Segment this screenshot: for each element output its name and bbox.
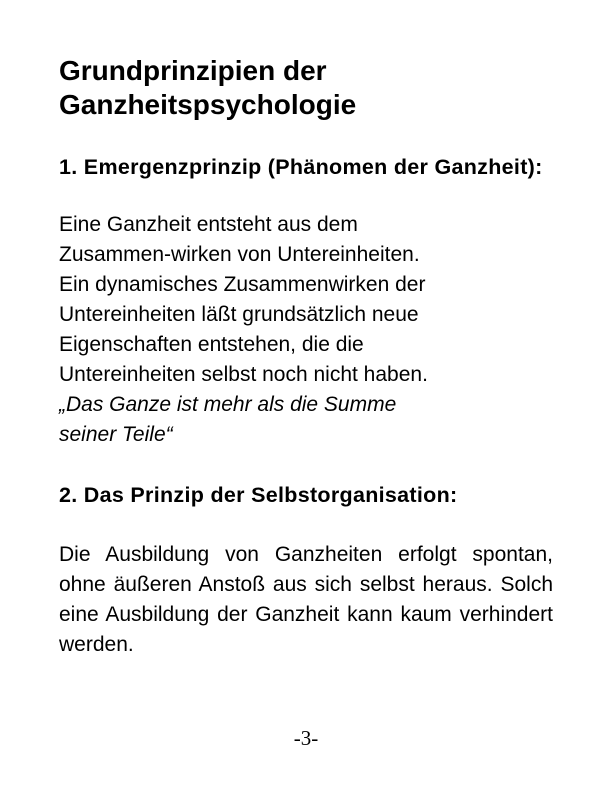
text-line: Zusammen-wirken von Untereinheiten. <box>59 243 420 266</box>
text-line: Eigenschaften entstehen, die die <box>59 333 364 356</box>
quote-line: seiner Teile“ <box>59 423 173 446</box>
text-line: Ein dynamisches Zusammenwirken der <box>59 273 426 296</box>
title-line-1: Grundprinzipien der <box>59 55 327 86</box>
section-text-self-organization: Die Ausbildung von Ganzheiten erfolgt spontan, ohne äußeren Anstoß aus sich selbst heraus. Solch eine Ausbildung der Ganzheit kann kaum verhindert werden. <box>59 543 553 656</box>
page-content <box>59 54 553 660</box>
title-line-2: Ganzheitspsychologie <box>59 89 357 120</box>
text-line: Untereinheiten selbst noch nicht haben. <box>59 363 428 386</box>
section-text-emergence <box>59 210 553 450</box>
page-title <box>59 54 553 122</box>
section-heading-self-organization: 2. Das Prinzip der Selbstorganisation: <box>59 483 458 507</box>
text-line: Untereinheiten läßt grundsätzlich neue <box>59 303 419 326</box>
quote-line: „Das Ganze ist mehr als die Summe <box>59 393 397 416</box>
page-number: -3- <box>293 726 319 750</box>
section-heading-emergence: 1. Emergenzprinzip (Phänomen der Ganzheit): <box>59 155 543 179</box>
text-line: Eine Ganzheit entsteht aus dem <box>59 213 358 236</box>
